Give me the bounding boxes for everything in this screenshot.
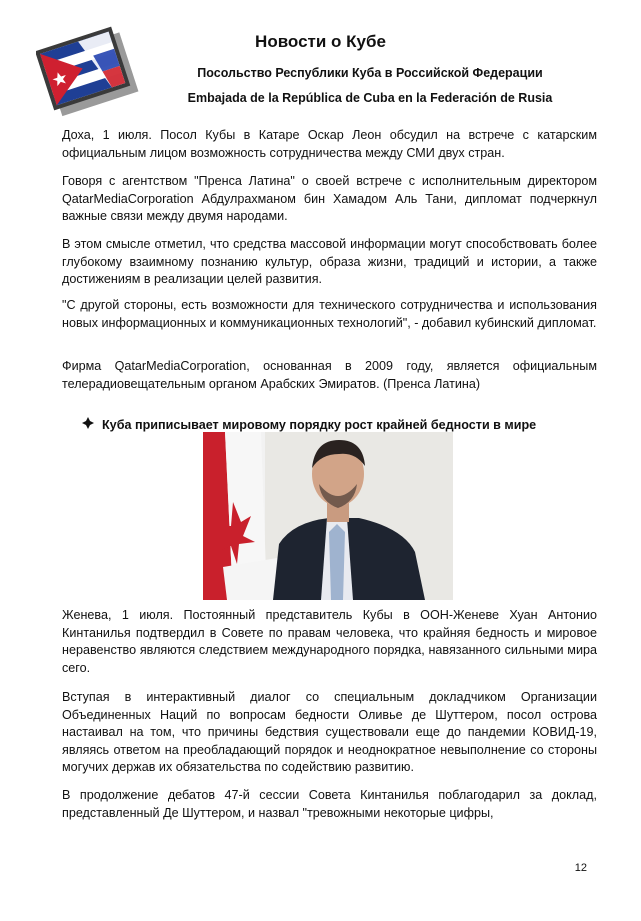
article2-heading [82, 417, 536, 432]
page-title: Новости о Кубе [255, 32, 386, 51]
article1-paragraph: Фирма QatarMediaCorporation, основанная в 2009 году, является официальным телерадиовещательным органом Арабских Эмиратов. (Пренса Латина) [62, 359, 597, 391]
article2-paragraph: В продолжение дебатов 47-й сессии Совета Кинтанилья поблагодарил за доклад, представленный Де Шуттером, и назвал "тревожными некоторые цифры, [62, 788, 597, 820]
article1-paragraph: "С другой стороны, есть возможности для технического сотрудничества и использования новых информационных и коммуникационных технологий", - добавил кубинский дипломат. [62, 298, 597, 330]
article2-paragraph: Женева, 1 июля. Постоянный представитель Кубы в ООН-Женеве Хуан Антонио Кинтанилья подтвердил в Совете по правам человека, что крайняя бедность и мировое неравенство являются следствием международного порядка, навязанного сильными мира сего. [62, 608, 597, 675]
article1-paragraph: В этом смысле отметил, что средства массовой информации могут способствовать более глубокому взаимному познанию культур, образа жизни, традиций и истории, а также достижениям в реализации целей развития. [62, 237, 597, 287]
article1-paragraph: Доха, 1 июля. Посол Кубы в Катаре Оскар Леон обсудил на встрече с катарским официальным лицом возможность сотрудничества между СМИ двух стран. [62, 128, 597, 160]
article2-paragraph: Вступая в интерактивный диалог со специальным докладчиком Организации Объединенных Наций по вопросам бедности Оливье де Шуттером, посол острова настаивал на том, что причины бедствия существовали еще до пандемии КОВИД-19, являясь ответом на преобладающий порядок и неоднократное невыполнение со стороны могучих держав их обязательства по содействию развитию. [62, 690, 597, 775]
article2-heading-text: Куба приписывает мировому порядку рост крайней бедности в мире [102, 418, 537, 432]
subtitle-russian: Посольство Республики Куба в Российской Федерации [197, 66, 543, 80]
subtitle-spanish: Embajada de la República de Cuba en la Federación de Rusia [187, 91, 553, 105]
page-number: 12 [574, 862, 587, 874]
diamond-bullet-icon [82, 417, 96, 432]
diplomat-photo [203, 432, 453, 600]
article1-paragraph: Говоря с агентством "Пренса Латина" о своей встрече с исполнительным директором QatarMediaCorporation Абдулрахманом бин Хамадом Аль Тани, дипломат подчеркнул важные связи между двумя народами. [62, 174, 597, 224]
